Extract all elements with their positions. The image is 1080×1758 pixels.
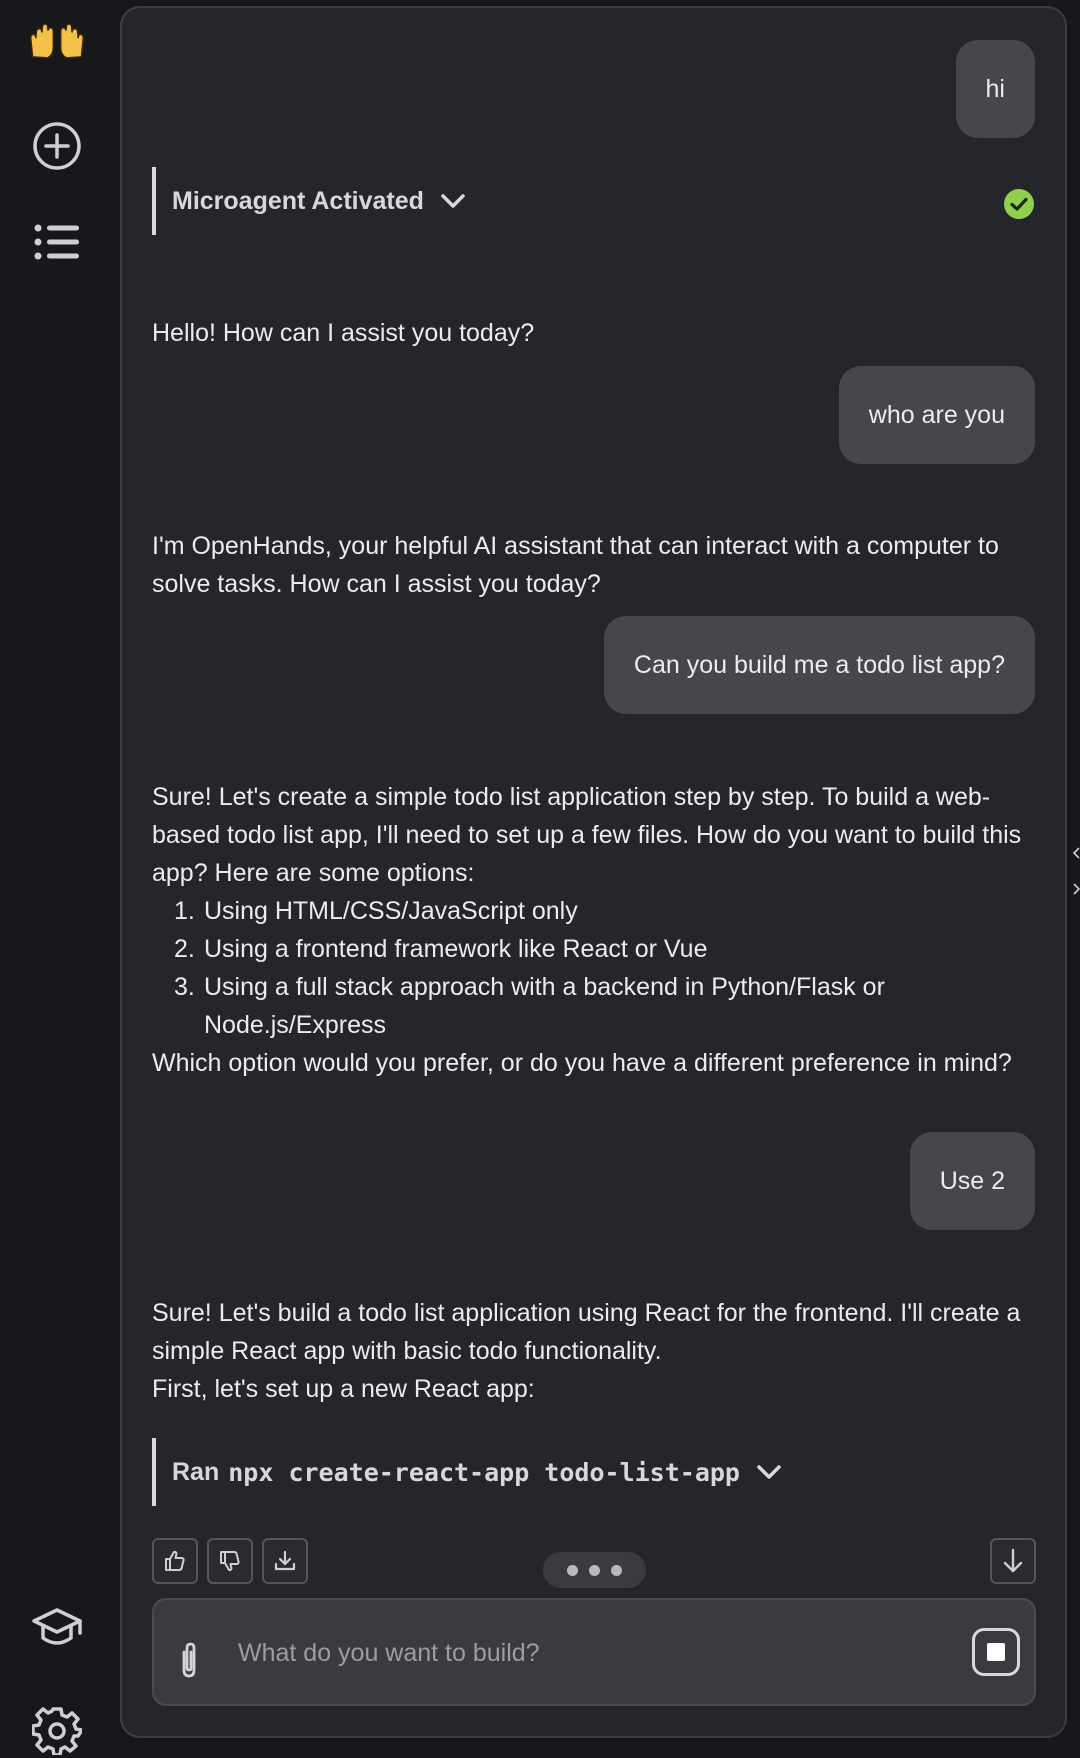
- typing-indicator: [543, 1552, 646, 1588]
- assistant-message: [152, 527, 1012, 603]
- thumbs-up-button[interactable]: [152, 1538, 198, 1584]
- docs-button[interactable]: [27, 1598, 87, 1658]
- user-message-text: Can you build me a todo list app?: [633, 650, 1005, 679]
- chevron-down-icon[interactable]: [440, 192, 466, 210]
- list-item: 3. Using a full stack approach with a backend in Python/Flask or Node.js/Express: [174, 973, 885, 1039]
- assistant-message: [152, 778, 1047, 1082]
- assistant-message-text: First, let's set up a new React app:: [152, 1375, 535, 1403]
- assistant-message-text: Sure! Let's build a todo list application using React for the frontend. I'll create a simple React app with basic todo functionality.: [152, 1299, 1021, 1365]
- microagent-event: [152, 167, 466, 235]
- scroll-to-bottom-button[interactable]: [990, 1538, 1036, 1584]
- paperclip-icon[interactable]: [176, 1640, 202, 1685]
- list-icon: [34, 222, 80, 262]
- settings-button[interactable]: [27, 1700, 87, 1758]
- panel-resize-handle-icon[interactable]: [1072, 846, 1080, 896]
- options-list: [152, 892, 1047, 1044]
- command-prefix: Ran: [172, 1457, 220, 1486]
- assistant-message-outro: Which option would you prefer, or do you have a different preference in mind?: [152, 1049, 1012, 1077]
- user-message: [910, 1132, 1035, 1230]
- sidebar: [0, 0, 118, 1758]
- command-event: [152, 1438, 782, 1506]
- microagent-label: Microagent Activated: [172, 186, 424, 215]
- plus-circle-icon: [31, 120, 83, 172]
- list-item: 2. Using a frontend framework like React or Vue: [174, 935, 708, 963]
- assistant-message-text: Hello! How can I assist you today?: [152, 319, 535, 347]
- command-text: npx create-react-app todo-list-app: [228, 1457, 740, 1487]
- success-check-icon: [1003, 188, 1035, 220]
- stop-button[interactable]: [972, 1628, 1020, 1676]
- download-button[interactable]: [262, 1538, 308, 1584]
- assistant-message: [152, 1294, 1032, 1408]
- assistant-message: [152, 314, 1042, 352]
- chat-composer: [152, 1598, 1036, 1706]
- thumbs-down-icon: [218, 1549, 242, 1573]
- user-message: [956, 40, 1035, 138]
- user-message-text: who are you: [868, 400, 1005, 429]
- chat-panel: [120, 6, 1067, 1738]
- user-message: [604, 616, 1035, 714]
- user-message-text: Use 2: [939, 1166, 1005, 1195]
- thumbs-up-icon: [163, 1549, 187, 1573]
- download-icon: [273, 1549, 297, 1573]
- graduation-cap-icon: [31, 1605, 83, 1651]
- conversations-list-button[interactable]: [27, 212, 87, 272]
- list-item: 1. Using HTML/CSS/JavaScript only: [174, 897, 578, 925]
- assistant-message-text: I'm OpenHands, your helpful AI assistant that can interact with a computer to solve tasks. How can I assist you today?: [152, 532, 999, 598]
- new-conversation-button[interactable]: [27, 116, 87, 176]
- arrow-down-icon: [1001, 1548, 1025, 1574]
- user-message-text: hi: [985, 74, 1005, 103]
- chat-input[interactable]: [236, 1624, 940, 1682]
- assistant-message-intro: Sure! Let's create a simple todo list application step by step. To build a web-based todo list app, I'll need to set up a few files. How do you want to build this app? Here are some options:: [152, 783, 1022, 887]
- gear-icon: [32, 1705, 82, 1755]
- thumbs-down-button[interactable]: [207, 1538, 253, 1584]
- user-message: [839, 366, 1035, 464]
- stop-icon: [987, 1643, 1005, 1661]
- raised-hands-logo-icon[interactable]: [27, 10, 87, 70]
- chevron-down-icon[interactable]: [756, 1463, 782, 1481]
